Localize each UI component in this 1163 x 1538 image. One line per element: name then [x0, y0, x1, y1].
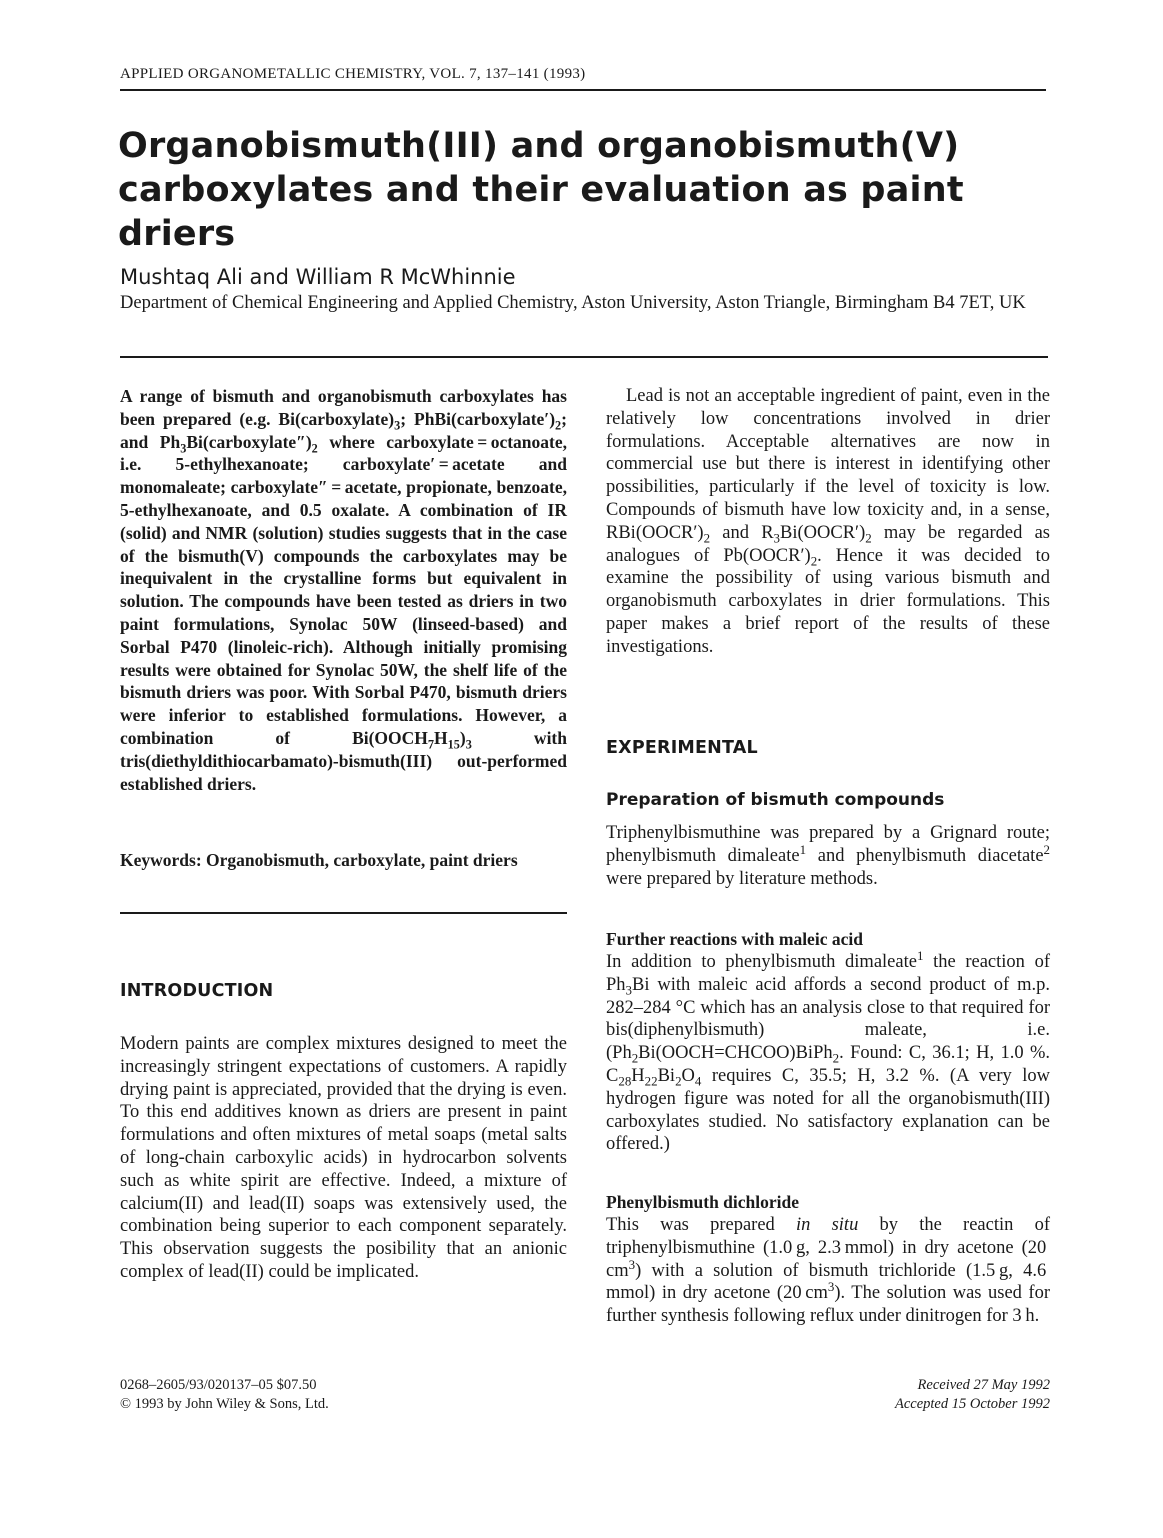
lead-paragraph: Lead is not an acceptable ingredient of paint, even in the relatively low concentrations involved in drier formulations. Acceptable alternatives are now in commercial use but there is interest in identifying other possibilities, particularly if the level of toxicity is low. Compounds of bismuth have low toxicity and, in a sense, $RBi(OOCR')_2$ and $R_3Bi(OOCR')_2$ may be regarded as analogues of $Pb(OOCR')_2$. Hence it was decided to examine the possibility of using various bismuth and organobismuth carboxylates in drier formulations. This paper makes a brief report of the results of these investigations.	[606, 386, 1050, 657]
dates-block	[820, 1376, 1050, 1414]
article-title: Organobismuth(III) and organobismuth(V) carboxylates and their evaluation as paint driers	[118, 126, 964, 254]
introduction-text: Modern paints are complex mixtures designed to meet the increasingly stringent expectations of customers. A rapidly drying paint is appreciated, provided that the drying is even. To this end additives known as driers are present in paint formulations and often mixtures of metal soaps (metal salts of long-chain carboxylic acids) in hydrocarbon solvents such as white spirit are effective. Indeed, a mixture of calcium(II) and lead(II) soaps was extensively used, the combination being superior to each component separately. This observation suggests the posibility that an anionic complex of lead(II) could be implicated.	[120, 1034, 567, 1282]
maleic-acid-heading: Further reactions with maleic acid	[606, 929, 863, 949]
dichloride-heading: Phenylbismuth dichloride	[606, 1192, 800, 1212]
authors: Mushtaq Ali and William R McWhinnie	[120, 265, 516, 289]
experimental-heading: EXPERIMENTAL	[606, 738, 758, 758]
header-divider	[120, 356, 1048, 358]
abstract: A range of bismuth and organobismuth carboxylates has been prepared (e.g. $Bi(carboxylate)_3$; $PhBi(carboxylate')_2$; and $Ph_3Bi(carboxylate'')_2$ where carboxylate = octanoate, i.e. 5-ethylhexanoate; carboxylate′ = acetate and monomaleate; carboxylate″ = acetate, propionate, benzoate, 5-ethylhexanoate, and 0.5 oxalate. A combination of IR (solid) and NMR (solution) studies suggests that in the case of the bismuth(V) compounds the carboxylates may be inequivalent in the crystalline forms but equivalent in solution. The compounds have been tested as driers in two paint formulations, Synolac 50W (linseed-based) and Sorbal P470 (linoleic-rich). Although initially promising results were obtained for Synolac 50W, the shelf life of the bismuth driers was poor. With Sorbal P470, bismuth driers were inferior to established formulations. However, a combination of $Bi(OOCH_7H_{15})_3$ with tris(diethyldithiocarbamato)-bismuth(III) out-performed established driers.	[120, 386, 568, 794]
accepted-date: Accepted 15 October 1992	[894, 1396, 1050, 1412]
dichloride-text: This was prepared in situ by the reactin of triphenylbismuthine (1.0 g, 2.3 mmol) in dry acetone (20 $cm^3$) with a solution of bismuth trichloride (1.5 g, 4.6 mmol) in dry acetone (20 $cm^3$). The solution was used for further synthesis following reflux under dinitrogen for 3 h.	[606, 1215, 1050, 1327]
maleic-acid-text: In addition to phenylbismuth dimaleate$^1$ the reaction of $Ph_3Bi$ with maleic acid affords a second product of m.p. 282–284 °C which has an analysis close to that required for bis(diphenylbismuth) maleate, i.e. ($Ph_2Bi(OOCH=CHCOO)BiPh_2$. Found: C, 36.1; H, 1.0 %. $C_{28}H_{22}Bi_2O_4$ requires C, 35.5; H, 3.2 %. (A very low hydrogen figure was noted for all the organobismuth(III) carboxylates studied. No satisfactory explanation can be offered.)	[606, 947, 1050, 1155]
introduction-heading: INTRODUCTION	[120, 981, 274, 1001]
preparation-heading: Preparation of bismuth compounds	[606, 790, 945, 810]
copyright-block	[120, 1376, 329, 1414]
received-date: Received 27 May 1992	[917, 1377, 1050, 1393]
affiliation: Department of Chemical Engineering and Applied Chemistry, Aston University, Aston Triangle, Birmingham B4 7ET, UK	[120, 293, 1026, 313]
running-head: APPLIED ORGANOMETALLIC CHEMISTRY, VOL. 7, 137–141 (1993)	[120, 66, 1046, 91]
keywords: Keywords: Organobismuth, carboxylate, paint driers	[120, 850, 518, 870]
preparation-text: Triphenylbismuthine was prepared by a Grignard route; phenylbismuth dimaleate$^1$ and phenylbismuth diacetate$^2$ were prepared by literature methods.	[606, 823, 1050, 889]
copyright-line: © 1993 by John Wiley & Sons, Ltd.	[120, 1396, 329, 1412]
abstract-divider	[120, 912, 567, 914]
issn-line: 0268–2605/93/020137–05 $07.50	[120, 1377, 317, 1393]
